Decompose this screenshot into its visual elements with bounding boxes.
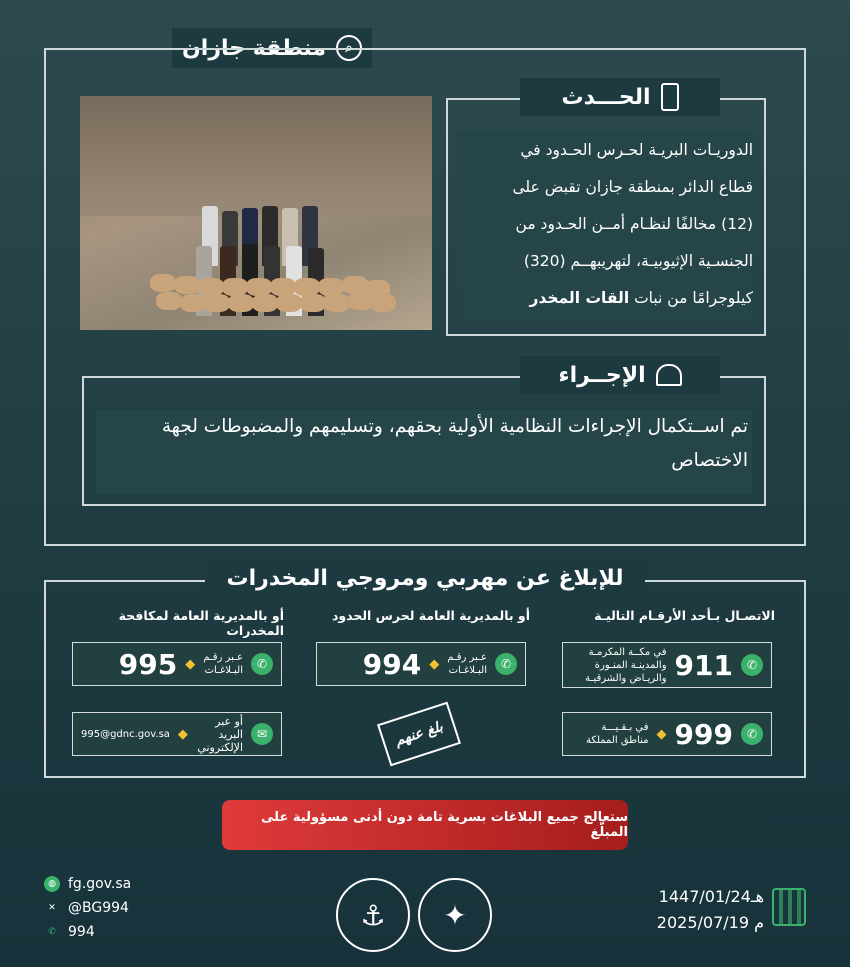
seizure-photo <box>80 96 432 330</box>
twitter-handle[interactable]: @BG994 <box>68 900 129 916</box>
saudi-emblem: ✦ <box>418 878 492 952</box>
confidentiality-text: ستعالج جميع البلاغات بسرية تامة دون أدنى مسؤولية على المبلّغ <box>261 810 628 840</box>
arrow-icon: ◆ <box>185 656 196 672</box>
phone-icon: ✆ <box>495 653 517 675</box>
gregorian-date: 2025/07/19 م <box>656 913 764 932</box>
hotline-911-number: 911 <box>674 648 733 682</box>
hotline-994-box <box>316 642 526 686</box>
website-row[interactable] <box>44 876 131 892</box>
siren-icon <box>656 364 682 386</box>
report-title: للإبلاغ عن مهربي ومروجي المخدرات <box>226 565 624 591</box>
phone-icon: ✆ <box>48 927 56 937</box>
hotline-994-desc: عـبر رقـم البـلاغـات <box>447 652 487 676</box>
event-line-1: الدوريـات البريـة لحـرس الحـدود في <box>520 141 753 159</box>
confidentiality-banner <box>222 800 628 850</box>
hotline-994-number: 994 <box>362 647 422 681</box>
action-label-bar <box>520 356 720 394</box>
hotline-911-box <box>562 642 772 688</box>
hotline-995-number: 995 <box>118 647 178 681</box>
col3-header: أو بالمديرية العامة لمكافحة المخدرات <box>118 608 284 638</box>
action-text: تم اســتكمال الإجراءات النظامية الأولية بحقهم، وتسليمهم والمضبوطات لجهة الاختصاص <box>96 410 752 494</box>
twitter-row[interactable] <box>44 900 131 916</box>
phone-icon: ✆ <box>251 653 273 675</box>
footer-phone[interactable]: 994 <box>68 924 95 940</box>
region-title: منطقة جازان <box>182 35 326 61</box>
x-logo-icon: ✕ <box>48 903 56 913</box>
footer-contacts <box>44 876 131 940</box>
hotline-911-desc: في مكــة المكرمـة والمدينـة المنـورة والريـاض والشرقيـة <box>585 646 667 684</box>
hotline-995-desc: عـبر رقـم البـلاغـات <box>203 652 243 676</box>
phone-icon: ✆ <box>741 723 763 745</box>
event-label: الحـــدث <box>561 84 651 110</box>
event-line-3: (12) مخالفًا لنظـام أمــن الحـدود من <box>515 215 753 233</box>
hijri-date: 1447/01/24هـ <box>658 887 764 906</box>
arrow-icon: ◆ <box>177 726 188 742</box>
email-address: 995@gdnc.gov.sa <box>81 728 170 740</box>
hotline-995-box <box>72 642 282 686</box>
event-line-4: الجنسـية الإثيوبيـة، لتهريبهــم (320) <box>523 252 753 270</box>
calendar-icon <box>772 888 806 926</box>
drug-name: القات المخدر <box>529 289 630 307</box>
event-label-bar <box>520 78 720 116</box>
hotline-999-desc: في بـقـيـــة مناطق المملكة <box>586 722 649 746</box>
email-box <box>72 712 282 756</box>
narcotics-control-emblem: ⚓ <box>336 878 410 952</box>
report-them-stamp: بلغ عنهم <box>377 702 461 767</box>
globe-icon: ◍ <box>44 876 60 892</box>
arrow-icon: ◆ <box>429 656 440 672</box>
hotline-999-box <box>562 712 772 756</box>
radio-icon <box>661 83 679 111</box>
phone-icon: ✆ <box>741 654 763 676</box>
event-line-5: كيلوجرامًا من نبات القات المخدر <box>529 289 753 307</box>
col2-header: أو بالمديرية العامة لحرس الحدود <box>331 608 530 623</box>
footer-dates <box>642 884 764 936</box>
action-label: الإجــراء <box>558 362 646 388</box>
website-link[interactable]: fg.gov.sa <box>68 876 132 892</box>
event-line-2: قطاع الدائر بمنطقة جازان تقبض على <box>512 178 753 196</box>
arrow-icon: ◆ <box>656 726 667 742</box>
event-text <box>458 132 753 320</box>
envelope-icon: ✉ <box>251 723 273 745</box>
email-desc: أو عبر البريد الإلكتروني <box>197 714 243 754</box>
hotline-999-number: 999 <box>674 717 733 751</box>
col1-header: الاتصـال بـأحد الأرقـام التاليـة <box>594 608 775 623</box>
report-title-bar <box>205 558 645 598</box>
phone-row[interactable] <box>44 924 131 940</box>
map-search-icon: ⌕ <box>336 35 362 61</box>
